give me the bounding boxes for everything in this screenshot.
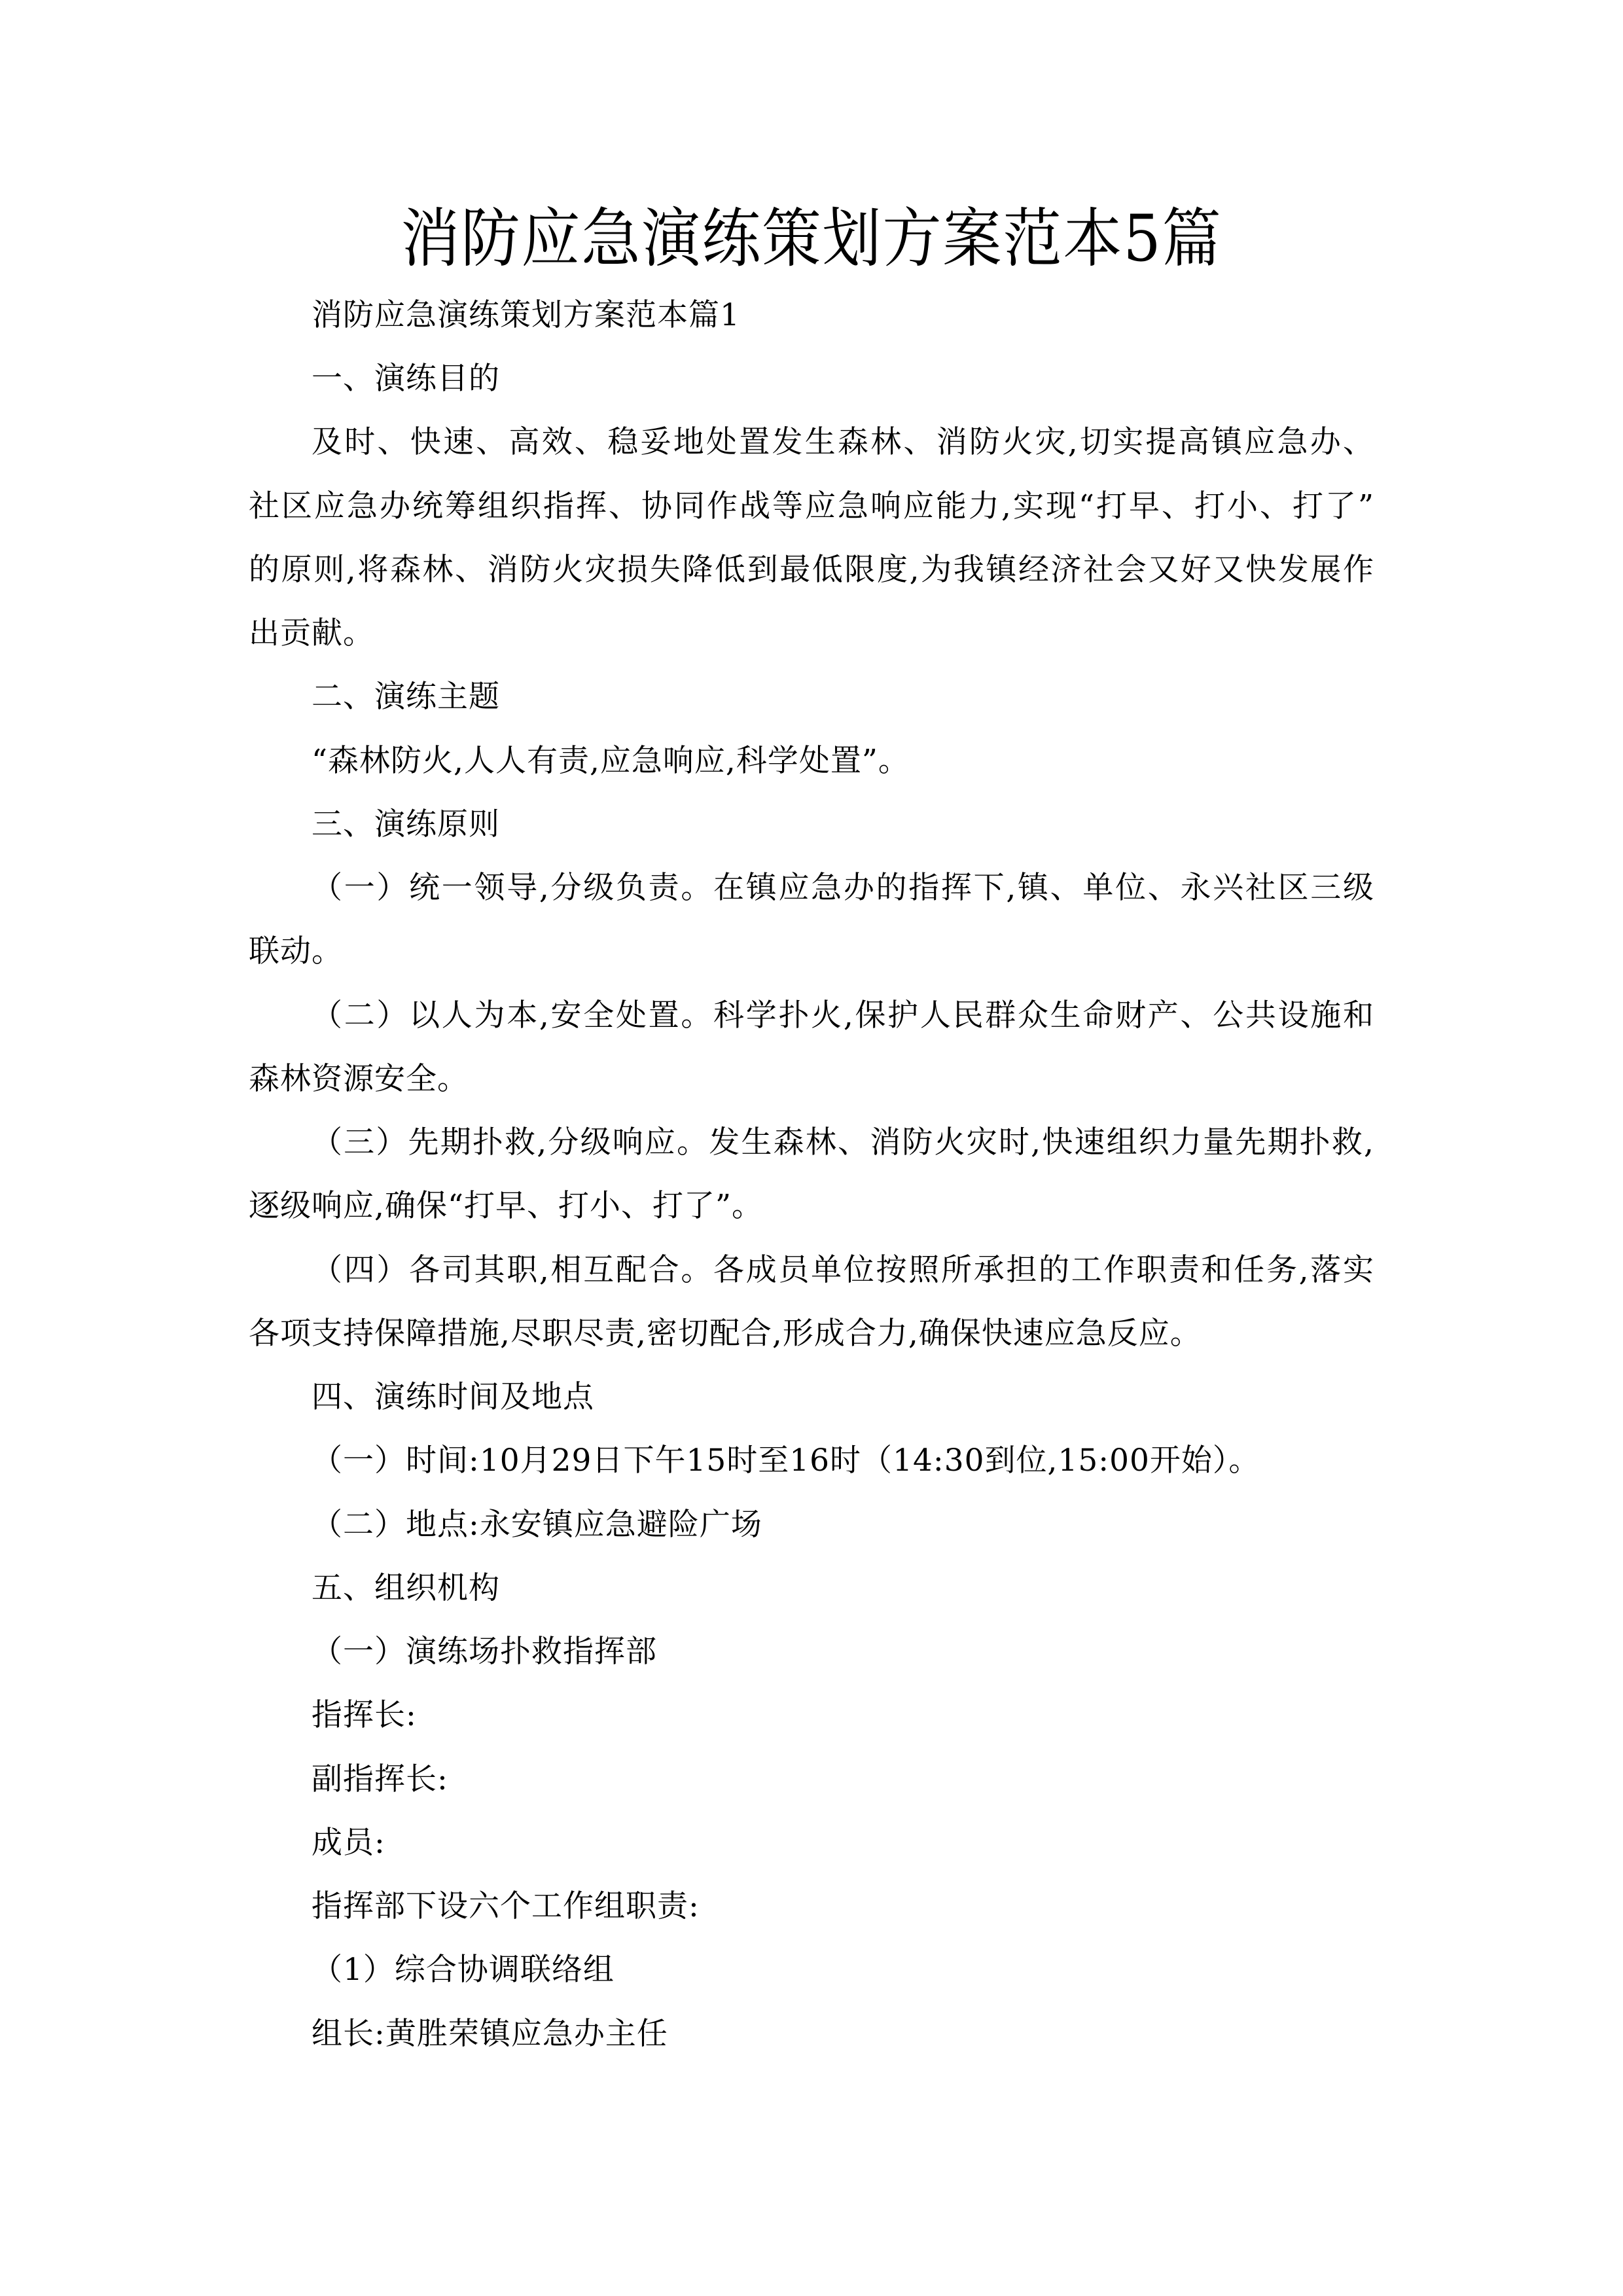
paragraph-line: （1）综合协调联络组 xyxy=(312,1952,615,1988)
paragraph-line: 森林资源安全。 xyxy=(249,1061,469,1097)
paragraph-line: 二、演练主题 xyxy=(312,679,500,715)
paragraph-line: 逐级响应,确保“打早、打小、打了”。 xyxy=(249,1188,763,1224)
paragraph-line: 指挥部下设六个工作组职责: xyxy=(312,1888,700,1924)
paragraph-line: 四、演练时间及地点 xyxy=(312,1379,594,1415)
paragraph-line: （一）演练场扑救指挥部 xyxy=(312,1634,657,1670)
paragraph-line: 各项支持保障措施,尽职尽责,密切配合,形成合力,确保快速应急反应。 xyxy=(249,1316,1202,1352)
paragraph-line: 五、组织机构 xyxy=(312,1570,500,1606)
paragraph-line: （三）先期扑救,分级响应。发生森林、消防火灾时,快速组织力量先期扑救, xyxy=(312,1124,1374,1160)
paragraph-line: 三、演练原则 xyxy=(312,806,500,842)
paragraph-line: 指挥长: xyxy=(312,1697,417,1733)
paragraph-line: 副指挥长: xyxy=(312,1761,448,1797)
paragraph-line: 联动。 xyxy=(249,933,343,969)
paragraph-line: （一）时间:10月29日下午15时至16时（14:30到位,15:00开始）。 xyxy=(312,1443,1260,1479)
document-title: 消防应急演练策划方案范本5篇 xyxy=(401,202,1222,276)
paragraph-line: （二）以人为本,安全处置。科学扑火,保护人民群众生命财产、公共设施和 xyxy=(312,997,1374,1033)
paragraph-line: 一、演练目的 xyxy=(312,361,500,397)
paragraph-line: （四）各司其职,相互配合。各成员单位按照所承担的工作职责和任务,落实 xyxy=(312,1252,1374,1288)
paragraph-line: 成员: xyxy=(312,1825,385,1861)
paragraph-line: （一）统一领导,分级负责。在镇应急办的指挥下,镇、单位、永兴社区三级 xyxy=(312,870,1374,906)
paragraph-line: 及时、快速、高效、稳妥地处置发生森林、消防火灾,切实提高镇应急办、 xyxy=(312,424,1374,460)
paragraph-line: “森林防火,人人有责,应急响应,科学处置”。 xyxy=(312,743,910,779)
paragraph-line: 出贡献。 xyxy=(249,615,374,651)
paragraph-line: 社区应急办统筹组织指挥、协同作战等应急响应能力,实现“打早、打小、打了” xyxy=(249,488,1374,524)
paragraph-line: （二）地点:永安镇应急避险广场 xyxy=(312,1507,762,1543)
paragraph-line: 消防应急演练策划方案范本篇1 xyxy=(312,297,740,333)
paragraph-line: 组长:黄胜荣镇应急办主任 xyxy=(312,2016,668,2052)
paragraph-line: 的原则,将森林、消防火灾损失降低到最低限度,为我镇经济社会又好又快发展作 xyxy=(249,552,1374,588)
